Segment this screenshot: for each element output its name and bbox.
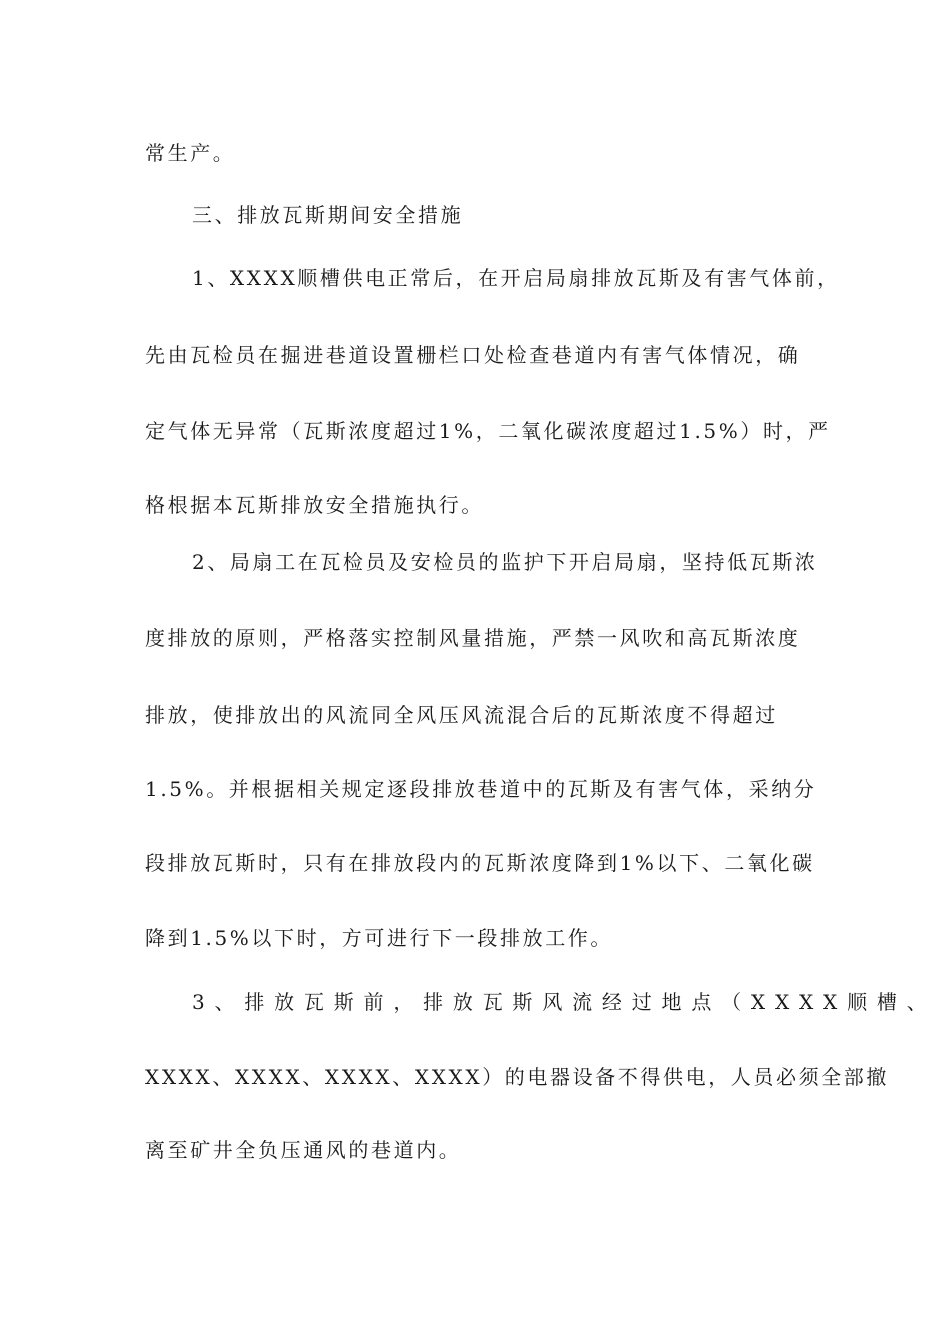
paragraph-line: 段排放瓦斯时，只有在排放段内的瓦斯浓度降到1%以下、二氧化碳 xyxy=(145,851,815,875)
paragraph-line: 降到1.5%以下时，方可进行下一段排放工作。 xyxy=(145,926,614,950)
paragraph-line: 离至矿井全负压通风的巷道内。 xyxy=(145,1138,462,1162)
section-heading: 三、排放瓦斯期间安全措施 xyxy=(192,203,464,227)
continuation-line: 常生产。 xyxy=(145,141,236,165)
paragraph-line: 度排放的原则，严格落实控制风量措施，严禁一风吹和高瓦斯浓度 xyxy=(145,626,801,650)
paragraph-line: 格根据本瓦斯排放安全措施执行。 xyxy=(145,493,484,517)
paragraph-line: 排放，使排放出的风流同全风压风流混合后的瓦斯浓度不得超过 xyxy=(145,703,778,727)
paragraph-line: 定气体无异常（瓦斯浓度超过1%，二氧化碳浓度超过1.5%）时，严 xyxy=(145,419,831,443)
paragraph-line: 1、XXXX顺槽供电正常后，在开启局扇排放瓦斯及有害气体前， xyxy=(192,266,840,290)
paragraph-line: 2、局扇工在瓦检员及安检员的监护下开启局扇，坚持低瓦斯浓 xyxy=(192,550,818,574)
paragraph-line: 3、排放瓦斯前，排放瓦斯风流经过地点（XXXX顺槽、 xyxy=(192,990,937,1014)
paragraph-line: XXXX、XXXX、XXXX、XXXX）的电器设备不得供电，人员必须全部撤 xyxy=(145,1065,890,1089)
paragraph-line: 先由瓦检员在掘进巷道设置栅栏口处检查巷道内有害气体情况，确 xyxy=(145,343,801,367)
paragraph-line: 1.5%。并根据相关规定逐段排放巷道中的瓦斯及有害气体，采纳分 xyxy=(145,777,817,801)
